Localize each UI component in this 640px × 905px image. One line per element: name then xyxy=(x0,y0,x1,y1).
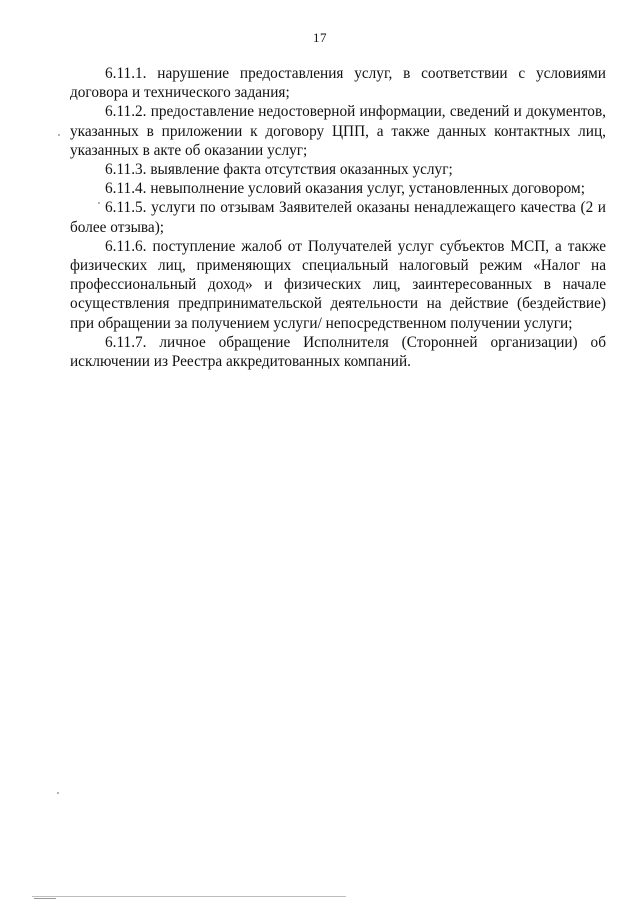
footer-speck xyxy=(34,898,56,899)
clause-6-11-6: 6.11.6. поступление жалоб от Получателей услуг субъектов МСП, а также физических лиц, применяющих специальный налоговый режим «Налог на профессиональный доход» и физических лиц, заинтересованных в начале осуществления предпринимательской деятельности на действие (бездействие) при обращении за получением услуги/ непосредственном получении услуги; xyxy=(70,237,606,332)
page-number: 17 xyxy=(313,30,327,45)
clause-6-11-7: 6.11.7. личное обращение Исполнителя (Сторонней организации) об исключении из Реестра аккредитованных компаний. xyxy=(70,333,606,371)
scan-speck xyxy=(98,202,100,204)
clause-6-11-4: 6.11.4. невыполнение условий оказания услуг, установленных договором; xyxy=(105,180,585,198)
scan-speck xyxy=(58,134,60,136)
document-body xyxy=(70,64,606,371)
clause-6-11-3: 6.11.3. выявление факта отсутствия оказанных услуг; xyxy=(105,161,453,179)
scan-speck xyxy=(57,792,59,794)
clause-6-11-5: 6.11.5. услуги по отзывам Заявителей оказаны ненадлежащего качества (2 и более отзыва); xyxy=(70,199,606,236)
footer-rule xyxy=(32,896,346,897)
clause-6-11-2: 6.11.2. предоставление недостоверной информации, сведений и документов, указанных в приложении к договору ЦПП, а также данных контактных лиц, указанных в акте об оказании услуг; xyxy=(70,103,606,159)
clause-6-11-1: 6.11.1. нарушение предоставления услуг, в соответствии с условиями договора и технического задания; xyxy=(70,65,606,102)
